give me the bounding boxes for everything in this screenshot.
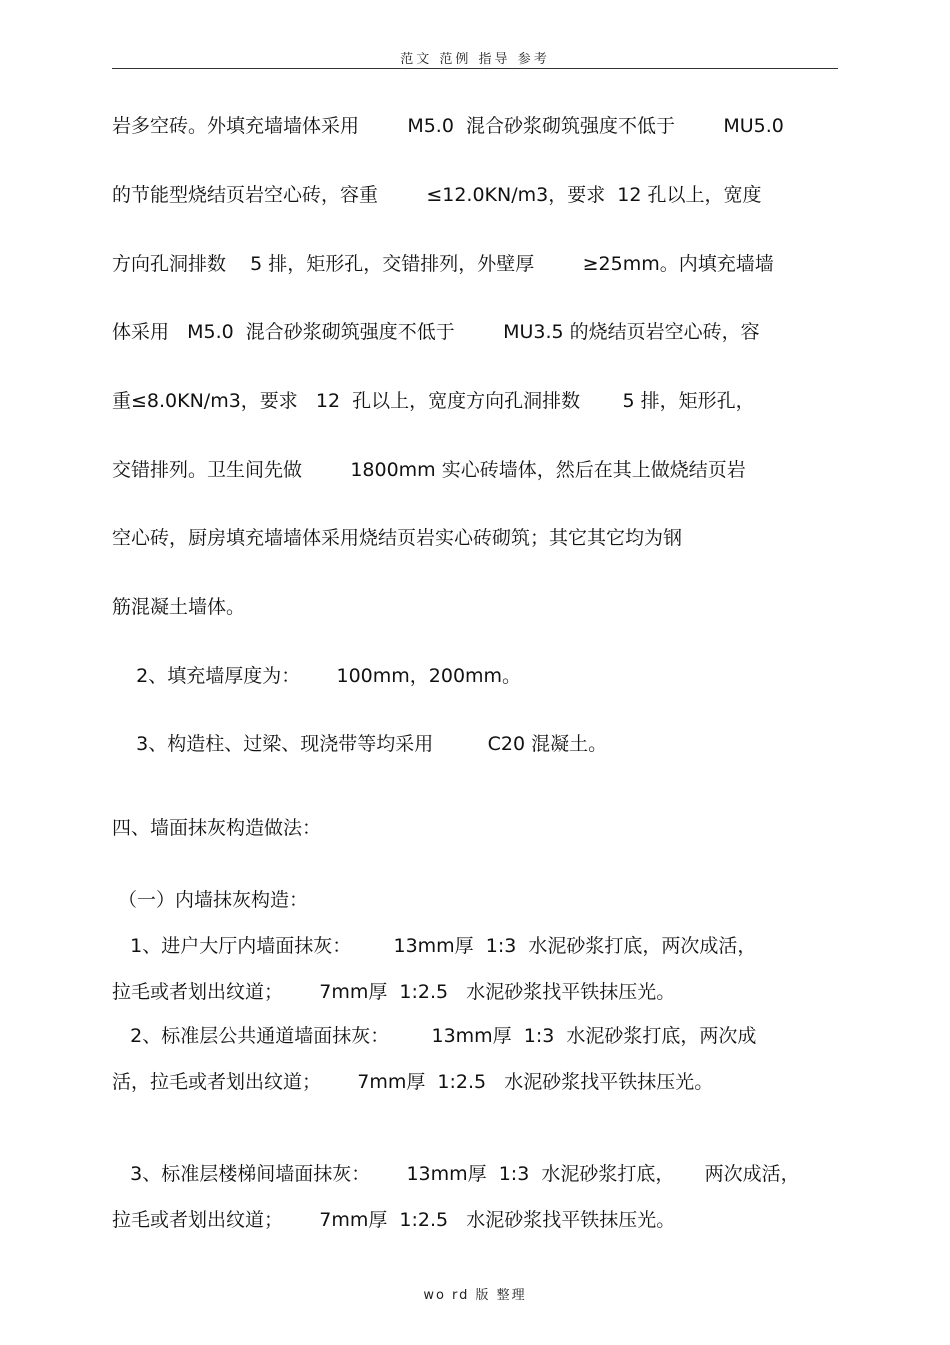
subsection-heading: （一）内墙抹灰构造： [112,889,309,911]
paragraph-line: 拉毛或者划出纹道； 7mm厚 1:2.5 水泥砂浆找平铁抹压光。 [112,981,676,1003]
paragraph-line: 筋混凝土墙体。 [112,596,246,618]
page-footer: wo rd 版 整理 [423,1288,527,1303]
paragraph-line: 方向孔洞排数 5 排，矩形孔，交错排列，外壁厚 ≥25mm。内填充墙墙 [112,253,774,275]
paragraph-line: 重≤8.0KN/m3，要求 12 孔以上，宽度方向孔洞排数 5 排，矩形孔， [112,390,755,412]
list-item: 2、填充墙厚度为： 100mm，200mm。 [112,665,522,687]
list-item: 1、进户大厅内墙面抹灰： 13mm厚 1:3 水泥砂浆打底，两次成活， [112,935,757,957]
list-item: 3、构造柱、过梁、现浇带等均采用 C20 混凝土。 [112,733,608,755]
list-item: 2、标准层公共通道墙面抹灰： 13mm厚 1:3 水泥砂浆打底，两次成 [112,1025,757,1047]
paragraph-line: 交错排列。卫生间先做 1800mm 实心砖墙体，然后在其上做烧结页岩 [112,459,746,481]
header-rule [112,68,838,69]
paragraph-line: 的节能型烧结页岩空心砖，容重 ≤12.0KN/m3，要求 12 孔以上，宽度 [112,184,762,206]
paragraph-line: 岩多空砖。外填充墙墙体采用 M5.0 混合砂浆砌筑强度不低于 MU5.0 [112,115,784,137]
paragraph-line: 空心砖，厨房填充墙墙体采用烧结页岩实心砖砌筑；其它其它均为钢 [112,527,683,549]
section-heading: 四、墙面抹灰构造做法： [112,817,322,839]
paragraph-line: 活，拉毛或者划出纹道； 7mm厚 1:2.5 水泥砂浆找平铁抹压光。 [112,1071,714,1093]
page-header: 范文 范例 指导 参考 [400,52,550,67]
list-item: 3、标准层楼梯间墙面抹灰： 13mm厚 1:3 水泥砂浆打底， 两次成活， [112,1163,800,1185]
paragraph-line: 体采用 M5.0 混合砂浆砌筑强度不低于 MU3.5 的烧结页岩空心砖，容 [112,321,760,343]
paragraph-line: 拉毛或者划出纹道； 7mm厚 1:2.5 水泥砂浆找平铁抹压光。 [112,1209,676,1231]
